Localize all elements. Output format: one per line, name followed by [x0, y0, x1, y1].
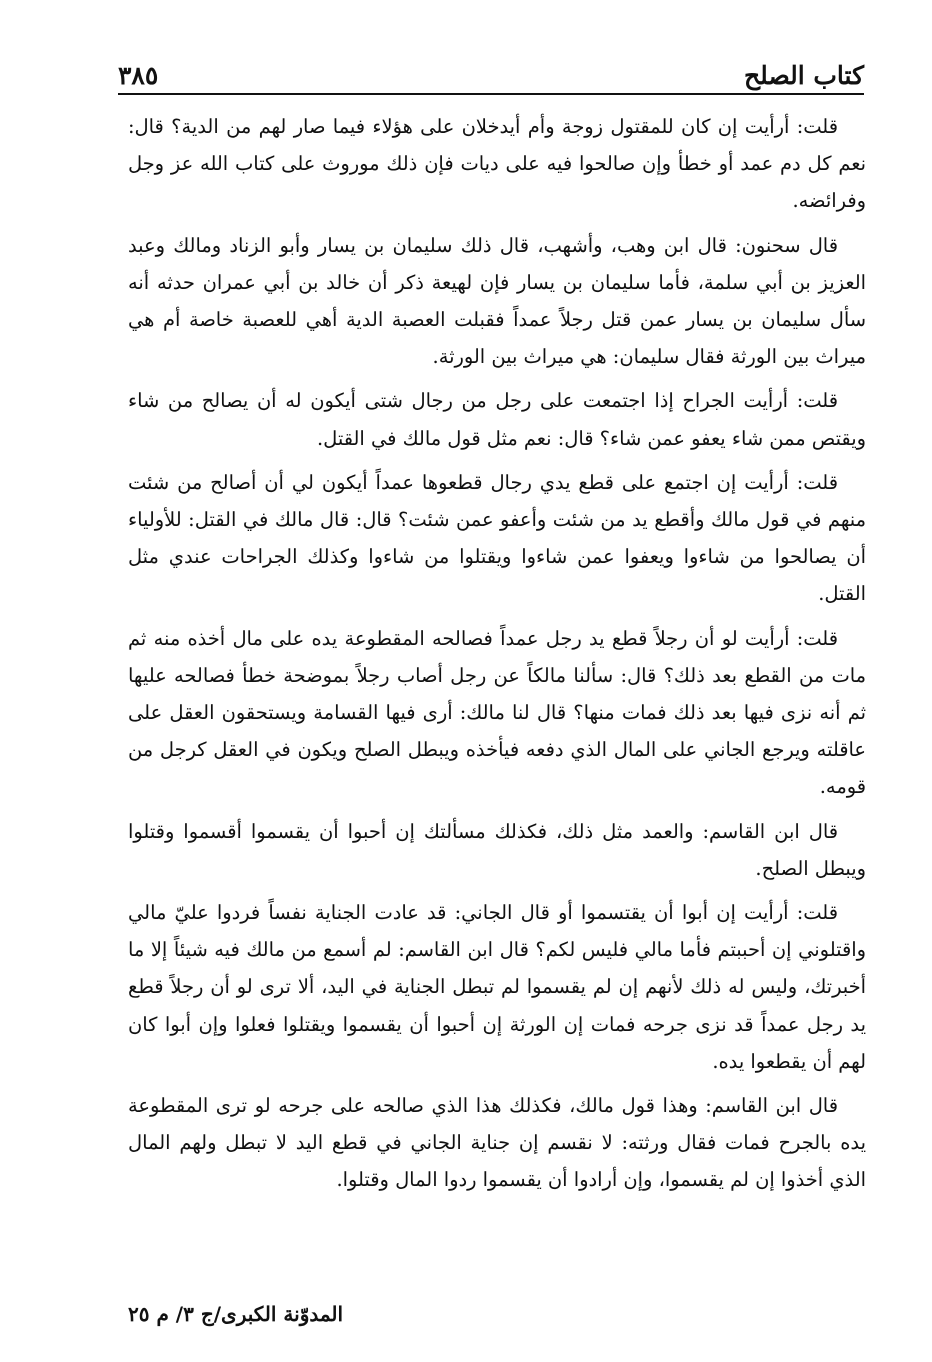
footer-signature: المدوّنة الكبرى/ج ٣/ م ٢٥: [128, 1302, 344, 1326]
paragraph: قلت: أرأيت إن أبوا أن يقتسموا أو قال الجاني: قد عادت الجناية نفساً فردوا عليّ مالي واقتلوني إن أحببتم فأما مالي فليس لكم؟ قال ابن القاسم: لم أسمع من مالك فيه شيئاً إلا ما أخبرتك، وليس له ذلك لأنهم إن لم يقسموا لم تبطل الجناية في اليد، ألا ترى لو أن رجلاً قطع يد رجل عمداً قد نزى جرحه فمات إن الورثة إن أحبوا أن يقسموا ويقتلوا فعلوا وإن أبوا كان لهم أن يقطعوا يده.: [128, 901, 866, 1073]
paragraph: قال ابن القاسم: وهذا قول مالك، فكذلك هذا الذي صالحه على جرحه لو ترى المقطوعة يده بالجرح فمات فقال ورثته: لا نقسم إن جناية الجاني في قطع اليد لا تبطل ولهم المال الذي أخذوا إن لم يقسموا، وإن أرادوا أن يقسموا ردوا المال وقتلوا.: [128, 1094, 866, 1192]
paragraph: قال ابن القاسم: والعمد مثل ذلك، فكذلك مسألتك إن أحبوا أن يقسموا أقسموا وقتلوا ويبطل الصلح.: [128, 819, 866, 880]
paragraph: قلت: أرأيت الجراح إذا اجتمعت على رجل من رجال شتى أيكون له أن يصالح من شاء ويقتص ممن شاء يعفو عمن شاء؟ قال: نعم مثل قول مالك في القتل.: [128, 389, 866, 450]
page-body: [128, 108, 866, 1206]
paragraph: قلت: أرأيت لو أن رجلاً قطع يد رجل عمداً فصالحه المقطوعة يده على مال أخذه منه ثم مات من القطع بعد ذلك؟ قال: سألنا مالكاً عن رجل أصاب رجلاً بموضحة خطأ فصالحه عليها ثم أنه نزى فيها بعد ذلك فمات منها؟ قال لنا مالك: أرى فيها القسامة ويستحقون العقل على عاقلته ويرجع الجاني على المال الذي دفعه فيأخذه ويبطل الصلح ويكون في العقل كرجل من قومه.: [128, 626, 866, 799]
paragraph: قلت: أرأيت إن اجتمع على قطع يدي رجال قطعوها عمداً أيكون لي أن أصالح من شئت منهم في قول مالك وأقطع يد من شئت وأعفو عمن شئت؟ قال: قال مالك في القتل: للأولياء أن يصالحوا من شاءوا ويعفوا عمن شاءوا ويقتلوا من شاءوا وكذلك الجراحات عندي مثل القتل.: [128, 470, 866, 606]
page-number: ٣٨٥: [118, 61, 159, 90]
paragraph: قال سحنون: قال ابن وهب، وأشهب، قال ذلك سليمان بن يسار وأبو الزناد ومالك وعبد العزيز بن أبي سلمة، فأما سليمان بن يسار فإن لهيعة ذكر أن خالد بن أبي عمران حدثه أنه سأل سليمان بن يسار عمن قتل رجلاً عمداً فقبلت العصبة الدية أهي للعصبة خاصة أم هي ميراث بين الورثة فقال سليمان: هي ميراث بين الورثة.: [128, 233, 866, 369]
page-header: [118, 55, 864, 95]
paragraph: قلت: أرأيت إن كان للمقتول زوجة وأم أيدخلان على هؤلاء فيما صار لهم من الدية؟ قال: نعم كل دم عمد أو خطأ وإن صالحوا فيه على ديات فإن ذلك موروث على كتاب الله عز وجل وفرائضه.: [128, 115, 866, 213]
chapter-title: كتاب الصلح: [744, 61, 864, 90]
